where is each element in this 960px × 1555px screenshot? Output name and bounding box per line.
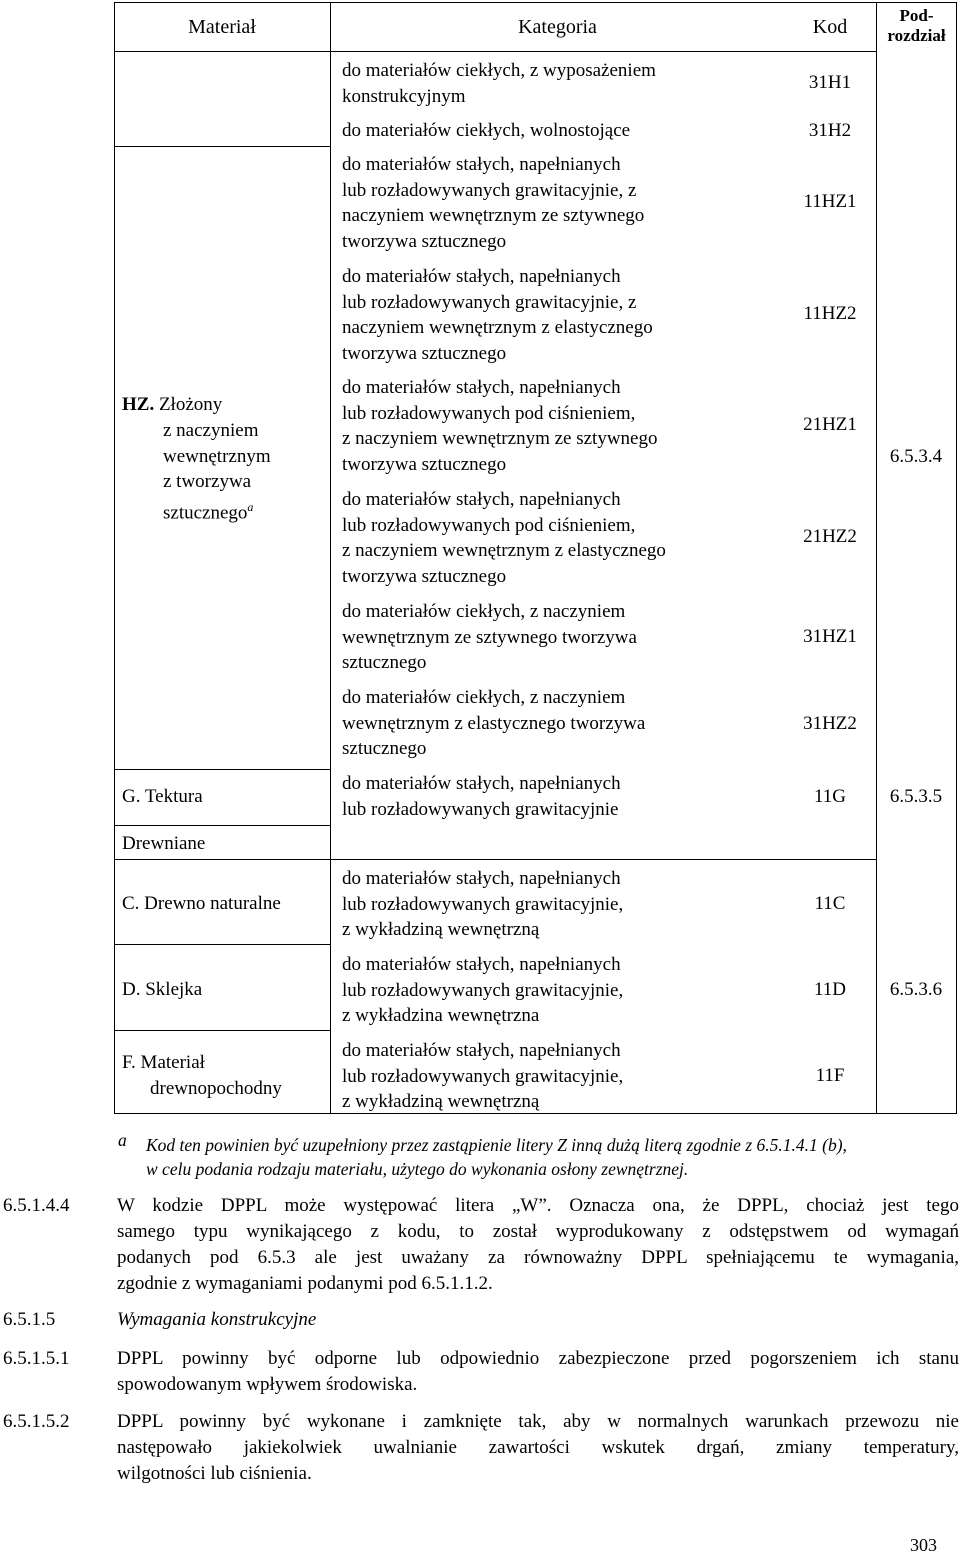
- material-f-line1: F. Materiał: [122, 1052, 205, 1073]
- category-line: z naczyniem wewnętrznym z elastycznego: [342, 540, 666, 562]
- material-g: G. Tektura: [122, 786, 203, 807]
- material-f-line2: drewnopochodny: [150, 1077, 282, 1099]
- category-line: lub rozładowywanych grawitacyjnie,: [342, 1065, 624, 1087]
- footnote-mark-ref: a: [247, 499, 254, 514]
- subsection-g: 6.5.3.5: [889, 786, 943, 807]
- category-row-3: [342, 152, 644, 254]
- code-cell: 11C: [814, 893, 846, 914]
- category-row-10: [342, 866, 623, 943]
- section-paragraph: [117, 1409, 959, 1487]
- material-hz-line5: sztucznego: [163, 501, 248, 523]
- paragraph-line: zgodnie z wymaganiami podanymi pod 6.5.1.1.2.: [117, 1273, 493, 1294]
- category-line: lub rozładowywanych grawitacyjnie,: [342, 979, 624, 1001]
- paragraph-line: DPPL powinny być wykonane i zamknięte tak, aby w normalnych warunkach przewozu nie: [117, 1411, 959, 1432]
- section-number: 6.5.1.4.4: [3, 1195, 70, 1216]
- code-cell: 31HZ2: [803, 713, 857, 734]
- category-line: z naczyniem wewnętrznym ze sztywnego: [342, 428, 658, 450]
- material-hz-line1: Złożony: [158, 394, 223, 415]
- category-line: lub rozładowywanych grawitacyjnie, z: [342, 179, 637, 201]
- category-line: do materiałów ciekłych, wolnostojące: [342, 120, 631, 141]
- category-line: lub rozładowywanych grawitacyjnie,: [342, 893, 624, 915]
- header-subsection: [877, 6, 956, 46]
- category-line: do materiałów stałych, napełnianych: [342, 489, 621, 510]
- code-cell: 11HZ2: [803, 303, 857, 324]
- paragraph-line: samego typu wynikającego z kodu, to został wyprodukowany z odstępstwem od wymagań: [117, 1221, 959, 1242]
- category-row-11: [342, 952, 623, 1029]
- category-line: tworzywa sztucznego: [342, 342, 507, 364]
- material-hz: [122, 392, 222, 418]
- header-code: Kod: [812, 16, 848, 38]
- category-line: lub rozładowywanych grawitacyjnie, z: [342, 291, 637, 313]
- material-hz-line4: z tworzywa: [163, 471, 252, 492]
- header-subsection-line1: Pod-: [899, 6, 934, 25]
- category-row-5: [342, 375, 657, 477]
- material-hz-line2: z naczyniem: [163, 420, 259, 441]
- category-line: tworzywa sztucznego: [342, 565, 507, 587]
- category-line: do materiałów stałych, napełnianych: [342, 868, 621, 889]
- category-line: wewnętrznym z elastycznego tworzywa: [342, 712, 646, 734]
- header-material: Materiał: [188, 16, 256, 38]
- paragraph-line: W kodzie DPPL może występować litera „W”. Oznacza ona, że DPPL, chociaż jest tego: [117, 1195, 959, 1216]
- category-row-12: [342, 1038, 623, 1115]
- category-line: tworzywa sztucznego: [342, 453, 507, 475]
- category-line: do materiałów stałych, napełnianych: [342, 773, 621, 794]
- material-hz-rest: [163, 418, 271, 525]
- code-cell: 21HZ2: [803, 526, 857, 547]
- header-subsection-line2: rozdział: [887, 26, 946, 45]
- paragraph-line: wilgotności lub ciśnienia.: [117, 1463, 312, 1484]
- category-line: tworzywa sztucznego: [342, 230, 507, 252]
- category-row-2: [342, 118, 630, 144]
- category-line: do materiałów ciekłych, z naczyniem: [342, 601, 626, 622]
- code-cell: 11HZ1: [803, 191, 857, 212]
- section-number: 6.5.1.5.2: [3, 1411, 70, 1432]
- category-line: wewnętrznym ze sztywnego tworzywa: [342, 626, 637, 648]
- category-line: naczyniem wewnętrznym ze sztywnego: [342, 205, 645, 227]
- category-line: do materiałów stałych, napełnianych: [342, 154, 621, 175]
- category-line: konstrukcyjnym: [342, 85, 466, 107]
- footnote-line1: Kod ten powinien być uzupełniony przez zastąpienie litery Z inną dużą literą zgodnie z 6.5.1.4.1 (b),: [146, 1135, 847, 1155]
- section-number: 6.5.1.5: [3, 1309, 56, 1330]
- category-line: do materiałów stałych, napełnianych: [342, 266, 621, 287]
- category-row-8: [342, 685, 645, 762]
- category-line: naczyniem wewnętrznym z elastycznego: [342, 317, 653, 339]
- category-line: z wykładziną wewnętrzną: [342, 1091, 540, 1113]
- code-cell: 31H1: [808, 72, 852, 93]
- category-row-7: [342, 599, 637, 676]
- category-line: do materiałów stałych, napełnianych: [342, 377, 621, 398]
- code-cell: 11D: [813, 979, 847, 1000]
- page-number: 303: [910, 1535, 937, 1555]
- section-paragraph: [117, 1193, 959, 1297]
- category-line: lub rozładowywanych pod ciśnieniem,: [342, 402, 636, 424]
- footnote-mark: a: [118, 1130, 127, 1150]
- paragraph-line: spowodowanym wpływem środowiska.: [117, 1374, 418, 1395]
- section-paragraph: [117, 1346, 959, 1398]
- category-row-9: [342, 771, 621, 822]
- paragraph-line: podanych pod 6.5.3 ale jest uważany za równoważny DPPL spełniającemu te wymagania,: [117, 1247, 959, 1268]
- material-wood-group: Drewniane: [122, 833, 206, 854]
- category-line: do materiałów ciekłych, z naczyniem: [342, 687, 626, 708]
- category-line: sztucznego: [342, 738, 427, 760]
- code-cell: 11G: [813, 786, 847, 807]
- category-line: do materiałów ciekłych, z wyposażeniem: [342, 60, 656, 81]
- category-line: do materiałów stałych, napełnianych: [342, 954, 621, 975]
- category-line: sztucznego: [342, 652, 427, 674]
- header-category: Kategoria: [518, 16, 597, 38]
- paragraph-line: następowało jakiekolwiek uwalnianie zawartości wskutek drgań, zmiany temperatury,: [117, 1437, 959, 1458]
- subsection-wood: 6.5.3.6: [889, 979, 943, 1000]
- category-row-1: [342, 58, 656, 109]
- category-line: z wykładziną wewnętrzną: [342, 919, 540, 941]
- category-row-4: [342, 264, 653, 366]
- category-line: z wykładzina wewnętrzna: [342, 1005, 540, 1027]
- paragraph-line: DPPL powinny być odporne lub odpowiednio zabezpieczone przed pogorszeniem ich stanu: [117, 1348, 959, 1369]
- section-heading: Wymagania konstrukcyjne: [117, 1309, 317, 1330]
- subsection-hz: 6.5.3.4: [889, 446, 943, 467]
- category-line: lub rozładowywanych grawitacyjnie: [342, 798, 619, 820]
- material-hz-line3: wewnętrznym: [163, 445, 271, 467]
- material-c: C. Drewno naturalne: [122, 893, 281, 914]
- category-row-6: [342, 487, 666, 589]
- code-cell: 31HZ1: [803, 626, 857, 647]
- section-number: 6.5.1.5.1: [3, 1348, 70, 1369]
- material-hz-prefix: HZ.: [122, 394, 155, 415]
- material-d: D. Sklejka: [122, 979, 203, 1000]
- footnote-line2: w celu podania rodzaju materiału, użytego do wykonania osłony zewnętrznej.: [146, 1159, 689, 1179]
- category-line: lub rozładowywanych pod ciśnieniem,: [342, 514, 636, 536]
- category-line: do materiałów stałych, napełnianych: [342, 1040, 621, 1061]
- code-cell: 31H2: [808, 120, 852, 141]
- material-f: [122, 1050, 282, 1101]
- code-cell: 11F: [815, 1065, 845, 1086]
- code-cell: 21HZ1: [803, 414, 857, 435]
